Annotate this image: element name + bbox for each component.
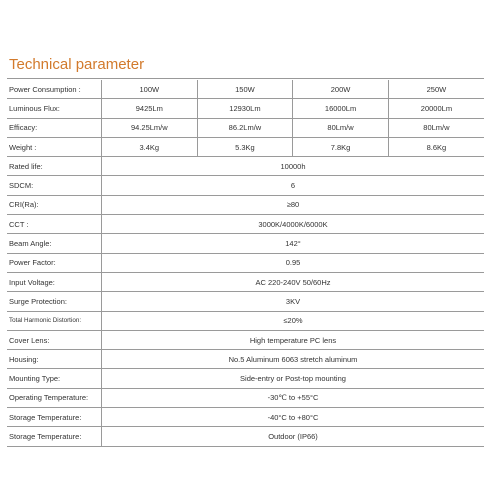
row-label: CRI(Ra): <box>7 195 102 214</box>
table-row <box>7 253 484 272</box>
cell-value: 3.4Kg <box>102 137 198 156</box>
cell-value: 80Lm/w <box>388 118 484 137</box>
table-row <box>7 176 484 195</box>
row-label: Power Consumption : <box>7 80 102 99</box>
table-row <box>7 272 484 291</box>
table-row-weight <box>7 137 484 156</box>
cell-value: 10000h <box>102 157 485 176</box>
row-label: Mounting Type: <box>7 369 102 388</box>
row-label: Efficacy: <box>7 118 102 137</box>
cell-value: Outdoor (IP66) <box>102 427 485 446</box>
cell-value: 142° <box>102 234 485 253</box>
cell-value: 5.3Kg <box>197 137 293 156</box>
row-label: Storage Temperature: <box>7 427 102 446</box>
cell-value: ≤20% <box>102 311 485 330</box>
table-row <box>7 157 484 176</box>
cell-value: 16000Lm <box>293 99 389 118</box>
cell-value: 7.8Kg <box>293 137 389 156</box>
row-label: Luminous Flux: <box>7 99 102 118</box>
row-label: Cover Lens: <box>7 330 102 349</box>
cell-value: Side-entry or Post-top mounting <box>102 369 485 388</box>
cell-value: 0.95 <box>102 253 485 272</box>
cell-value: 150W <box>197 80 293 99</box>
row-label: SDCM: <box>7 176 102 195</box>
row-label: Total Harmonic Distortion: <box>7 311 102 330</box>
table-row-efficacy <box>7 118 484 137</box>
cell-value: AC 220-240V 50/60Hz <box>102 272 485 291</box>
cell-value: -30℃ to +55°C <box>102 388 485 407</box>
row-label: Input Voltage: <box>7 272 102 291</box>
table-row <box>7 350 484 369</box>
table-row <box>7 369 484 388</box>
table-row <box>7 408 484 427</box>
table-row <box>7 311 484 330</box>
spec-table <box>7 80 484 447</box>
cell-value: -40°C to +80°C <box>102 408 485 427</box>
cell-value: 20000Lm <box>388 99 484 118</box>
cell-value: 86.2Lm/w <box>197 118 293 137</box>
row-label: Storage Temperature: <box>7 408 102 427</box>
cell-value: 80Lm/w <box>293 118 389 137</box>
title-divider <box>7 78 484 79</box>
cell-value: 100W <box>102 80 198 99</box>
row-label: Power Factor: <box>7 253 102 272</box>
row-label: Rated life: <box>7 157 102 176</box>
table-row <box>7 215 484 234</box>
cell-value: 12930Lm <box>197 99 293 118</box>
table-row <box>7 388 484 407</box>
row-label: Weight : <box>7 137 102 156</box>
cell-value: No.5 Aluminum 6063 stretch aluminum <box>102 350 485 369</box>
row-label: Operating Temperature: <box>7 388 102 407</box>
cell-value: High temperature PC lens <box>102 330 485 349</box>
table-row-power <box>7 80 484 99</box>
cell-value: 250W <box>388 80 484 99</box>
page-title: Technical parameter <box>9 56 145 73</box>
row-label: Surge Protection: <box>7 292 102 311</box>
cell-value: ≥80 <box>102 195 485 214</box>
cell-value: 3KV <box>102 292 485 311</box>
cell-value: 8.6Kg <box>388 137 484 156</box>
table-row <box>7 330 484 349</box>
table-row <box>7 234 484 253</box>
table-row <box>7 427 484 446</box>
row-label: Housing: <box>7 350 102 369</box>
table-row <box>7 292 484 311</box>
cell-value: 94.25Lm/w <box>102 118 198 137</box>
cell-value: 200W <box>293 80 389 99</box>
cell-value: 9425Lm <box>102 99 198 118</box>
table-row <box>7 195 484 214</box>
row-label: Beam Angle: <box>7 234 102 253</box>
cell-value: 6 <box>102 176 485 195</box>
table-row-flux <box>7 99 484 118</box>
row-label: CCT : <box>7 215 102 234</box>
cell-value: 3000K/4000K/6000K <box>102 215 485 234</box>
